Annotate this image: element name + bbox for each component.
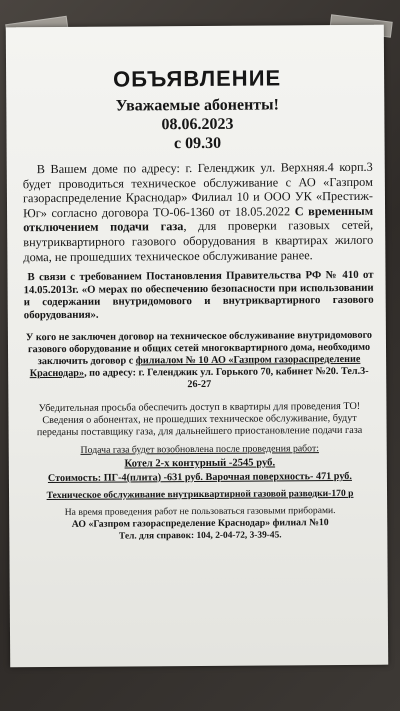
notice-sheet xyxy=(6,25,388,668)
p3-start: У кого не заключен договор на техническое обслуживание внутридомового газового оборудование и общих сетей многоквартирного дома, необходимо заключить договор с xyxy=(25,329,373,368)
p1-end: , для проверки газовых сетей, внутриквартирного газового оборудования в квартирах жилого дома, не прошедших техническое обслуживание ранее. xyxy=(23,218,374,264)
reference-phones: Тел. для справок: 104, 2-04-72, 3-39-45. xyxy=(118,530,282,542)
company-name: АО «Газпром газораспределение Краснодар» филиал №10 xyxy=(71,516,329,530)
p3-branch: филиалом № 10 АО «Газпром газораспределение Краснодар» xyxy=(29,353,361,380)
start-time: с 09.30 xyxy=(173,134,222,153)
maintenance-paragraph xyxy=(23,160,374,265)
warning-note: На время проведения работ не пользоваться газовыми приборами. xyxy=(64,504,336,518)
p3-end: , по адресу: г. Геленджик ул. Горького 70, кабинет №20. Тел.3-26-27 xyxy=(84,365,369,391)
service-price: Техническое обслуживание внутриквартирной газовой разводки-170 р xyxy=(46,487,354,501)
date: 08.06.2023 xyxy=(161,115,234,134)
notice-title: ОБЪЯВЛЕНИЕ xyxy=(113,65,282,92)
notice-content xyxy=(22,65,375,542)
boiler-price: Котел 2-х контурный -2545 руб. xyxy=(124,457,276,470)
p1-gas-shutoff: С временным отключением подачи газа xyxy=(23,203,374,235)
contract-paragraph xyxy=(24,329,374,392)
access-request-paragraph: Убедительная просьба обеспечить доступ в квартиры для проведения ТО! Сведения о абонентах, не прошедших техническое обслуживание, будут переданы поставщику газа, для дальнейшего приостановление подачи газа xyxy=(36,400,363,439)
greeting: Уважаемые абоненты! xyxy=(115,96,280,115)
resume-line: Подача газа будет возобновлена после проведения работ: xyxy=(80,442,319,456)
cost-line: Стоимость: ПГ-4(плита) -631 руб. Варочная поверхность- 471 руб. xyxy=(47,470,352,484)
regulation-paragraph: В связи с требованием Постановления Правительства РФ № 410 от 14.05.2013г. «О мерах по обеспечению безопасности при использовании и содержании внутридомового и внутриквартирного газового оборудования». xyxy=(23,268,374,322)
p1-start: В Вашем доме по адресу: г. Геленджик ул. Верхняя.4 корп.3 будет проводиться техническое обслуживание с АО «Газпром газораспределение Краснодар» Филиал 10 и ООО УК «Престиж-Юг» согласно договора ТО-06-1360 от 18.05.2022 xyxy=(22,159,374,220)
